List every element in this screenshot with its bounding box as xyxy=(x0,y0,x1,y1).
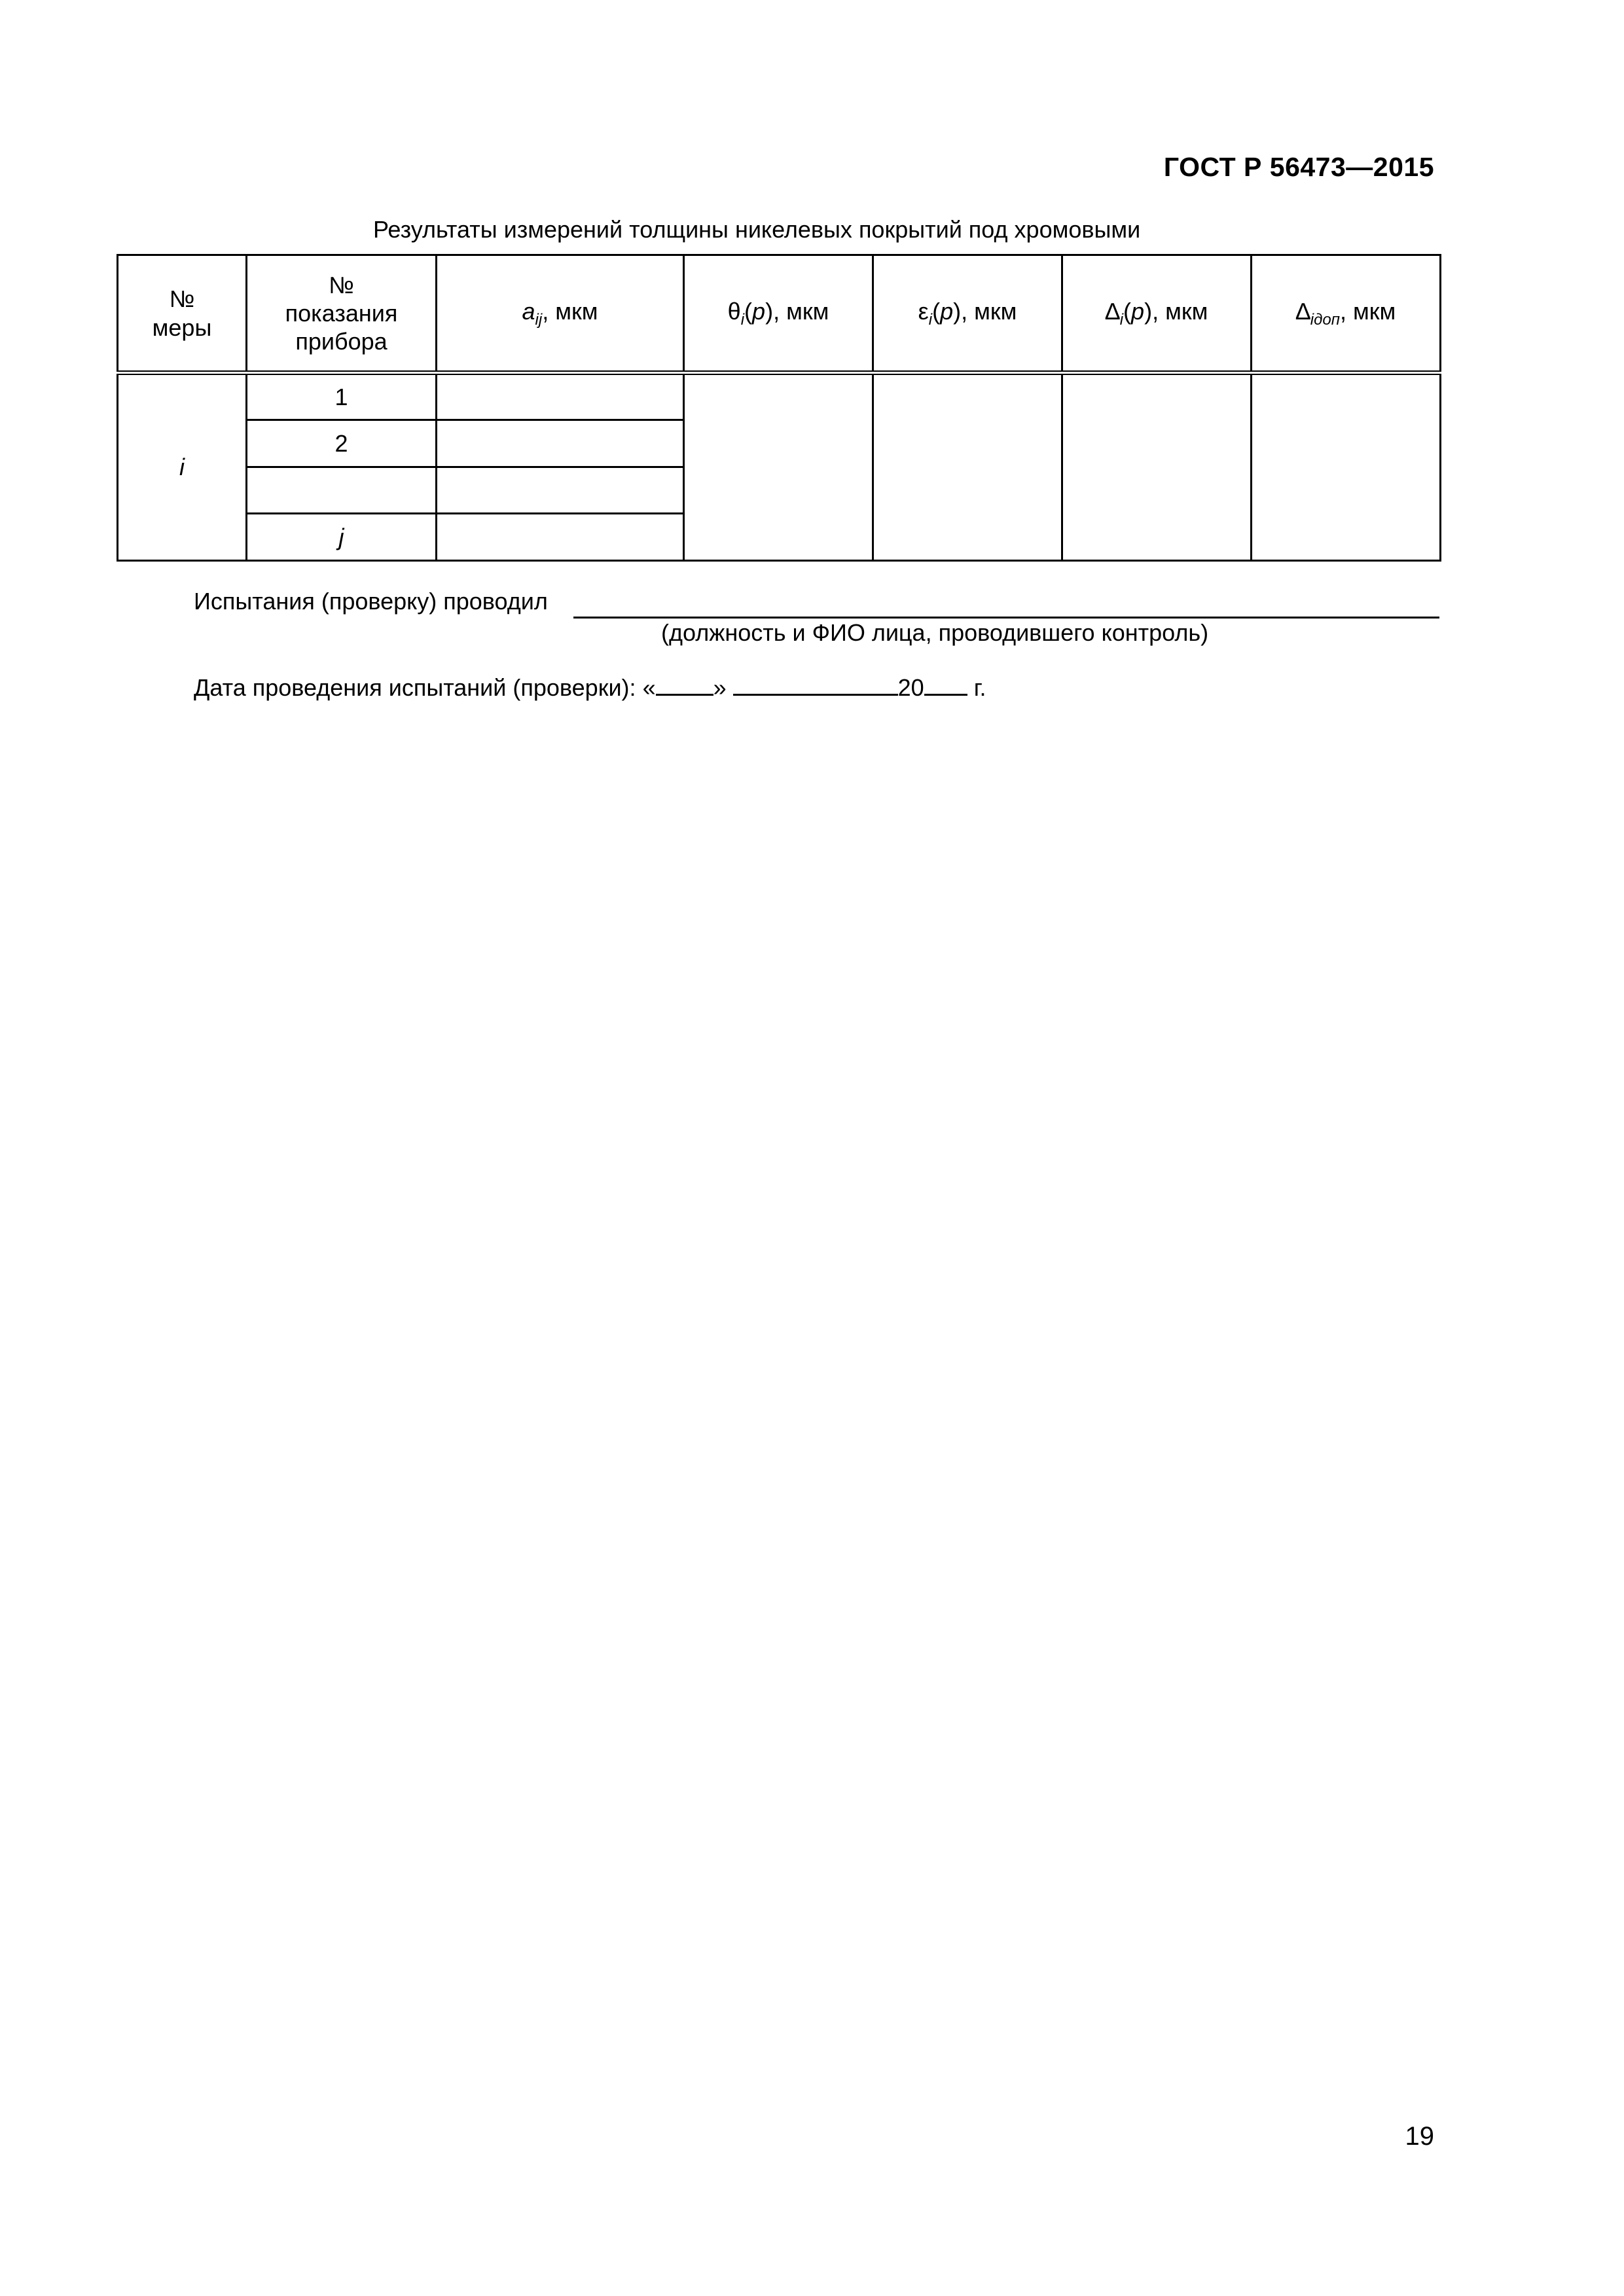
cell-a-value xyxy=(437,420,684,467)
standard-designation: ГОСТ Р 56473—2015 xyxy=(1163,152,1434,182)
date-month-field[interactable] xyxy=(733,673,898,696)
results-table xyxy=(117,254,1441,562)
table-header-row xyxy=(118,255,1441,373)
date-line xyxy=(194,673,986,702)
date-year-field[interactable] xyxy=(924,673,967,696)
date-open-quote: « xyxy=(642,674,656,701)
date-year-prefix: 20 xyxy=(897,674,924,701)
table-caption: Результаты измерений толщины никелевых покрытий под хромовыми xyxy=(373,216,1141,243)
cell-a-value xyxy=(437,467,684,514)
date-year-suffix: г. xyxy=(973,674,986,701)
page-number: 19 xyxy=(1405,2122,1434,2151)
signature-caption: (должность и ФИО лица, проводившего контроль) xyxy=(661,619,1209,646)
cell-delta-value xyxy=(1062,373,1252,561)
cell-a-value xyxy=(437,514,684,561)
cell-reading-no: 2 xyxy=(247,420,437,467)
col-header-reading-no: № показания прибора xyxy=(247,255,437,373)
col-header-a: $a_{ij}$, мкм xyxy=(437,255,684,373)
signature-field[interactable] xyxy=(573,617,1439,619)
cell-reading-no: 1 xyxy=(247,373,437,420)
table-row xyxy=(118,373,1441,420)
cell-measure-index: i xyxy=(118,373,247,561)
col-header-theta: $\theta_i(p)$, мкм xyxy=(684,255,873,373)
cell-a-value xyxy=(437,373,684,420)
col-header-epsilon: $\varepsilon_i(p)$, мкм xyxy=(873,255,1062,373)
cell-reading-no: j xyxy=(247,514,437,561)
date-close-quote: » xyxy=(713,674,727,701)
cell-epsilon-value xyxy=(873,373,1062,561)
col-header-delta: $\Delta_i(p)$, мкм xyxy=(1062,255,1252,373)
col-header-delta-dop: $\Delta_{iдоп}$, мкм xyxy=(1252,255,1441,373)
cell-theta-value xyxy=(684,373,873,561)
cell-reading-no xyxy=(247,467,437,514)
date-day-field[interactable] xyxy=(656,673,713,696)
cell-delta-dop-value xyxy=(1252,373,1441,561)
signature-label: Испытания (проверку) проводил xyxy=(194,588,548,615)
date-label: Дата проведения испытаний (проверки): xyxy=(194,674,636,701)
col-header-measure-no: № меры xyxy=(118,255,247,373)
